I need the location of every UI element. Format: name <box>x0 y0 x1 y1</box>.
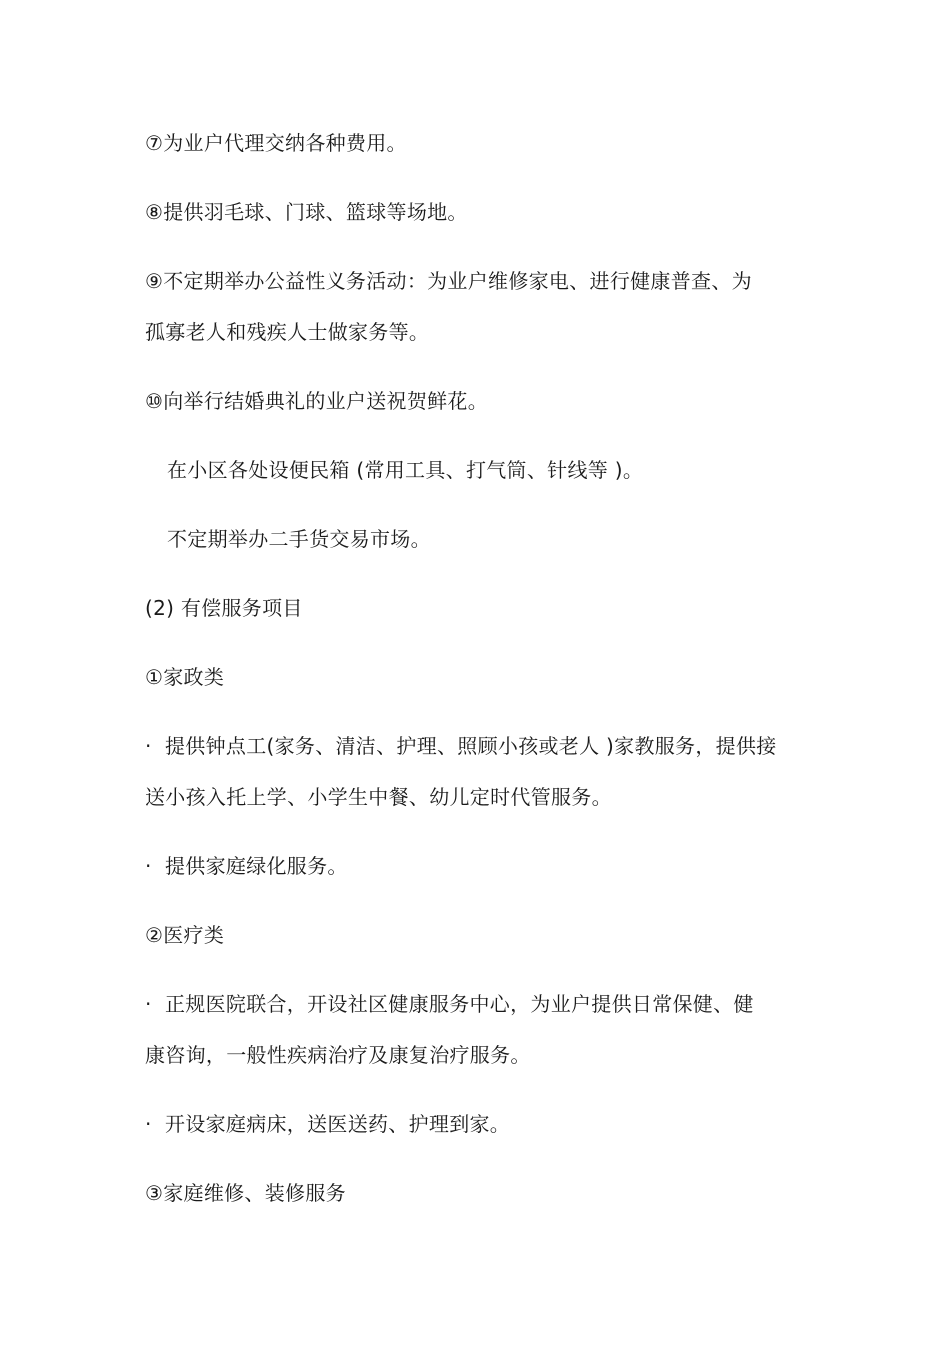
bullet-item <box>145 990 754 1018</box>
bullet-text: 正规医院联合，开设社区健康服务中心，为业户提供日常保健、健 <box>165 992 754 1016</box>
paragraph-line: 不定期举办二手货交易市场。 <box>167 527 431 551</box>
bullet-dot: · <box>145 854 152 878</box>
paragraph-line: 在小区各处设便民箱 (常用工具、打气筒、针线等 )。 <box>167 458 644 482</box>
paragraph-line: ⑩向举行结婚典礼的业户送祝贺鲜花。 <box>145 389 489 413</box>
subsection-heading: ③家庭维修、装修服务 <box>145 1181 346 1205</box>
paragraph-line: ⑧提供羽毛球、门球、篮球等场地。 <box>145 200 468 224</box>
bullet-item <box>145 852 348 880</box>
section-heading: (2) 有偿服务项目 <box>145 596 303 620</box>
bullet-text: 开设家庭病床，送医送药、护理到家。 <box>165 1112 511 1136</box>
bullet-dot: · <box>145 734 152 758</box>
subsection-heading: ①家政类 <box>145 665 225 689</box>
bullet-item <box>145 1110 510 1138</box>
paragraph-line: ⑦为业户代理交纳各种费用。 <box>145 131 407 155</box>
bullet-dot: · <box>145 992 152 1016</box>
paragraph-line: 送小孩入托上学、小学生中餐、幼儿定时代管服务。 <box>145 785 612 809</box>
paragraph-line: 康咨询，一般性疾病治疗及康复治疗服务。 <box>145 1043 531 1067</box>
bullet-text: 提供家庭绿化服务。 <box>165 854 348 878</box>
paragraph-line: ⑨不定期举办公益性义务活动：为业户维修家电、进行健康普查、为 <box>145 269 752 293</box>
subsection-heading: ②医疗类 <box>145 923 225 947</box>
bullet-item <box>145 732 777 760</box>
bullet-dot: · <box>145 1112 152 1136</box>
bullet-text: 提供钟点工(家务、清洁、护理、照顾小孩或老人 )家教服务，提供接 <box>165 734 777 758</box>
paragraph-line: 孤寡老人和残疾人士做家务等。 <box>145 320 430 344</box>
